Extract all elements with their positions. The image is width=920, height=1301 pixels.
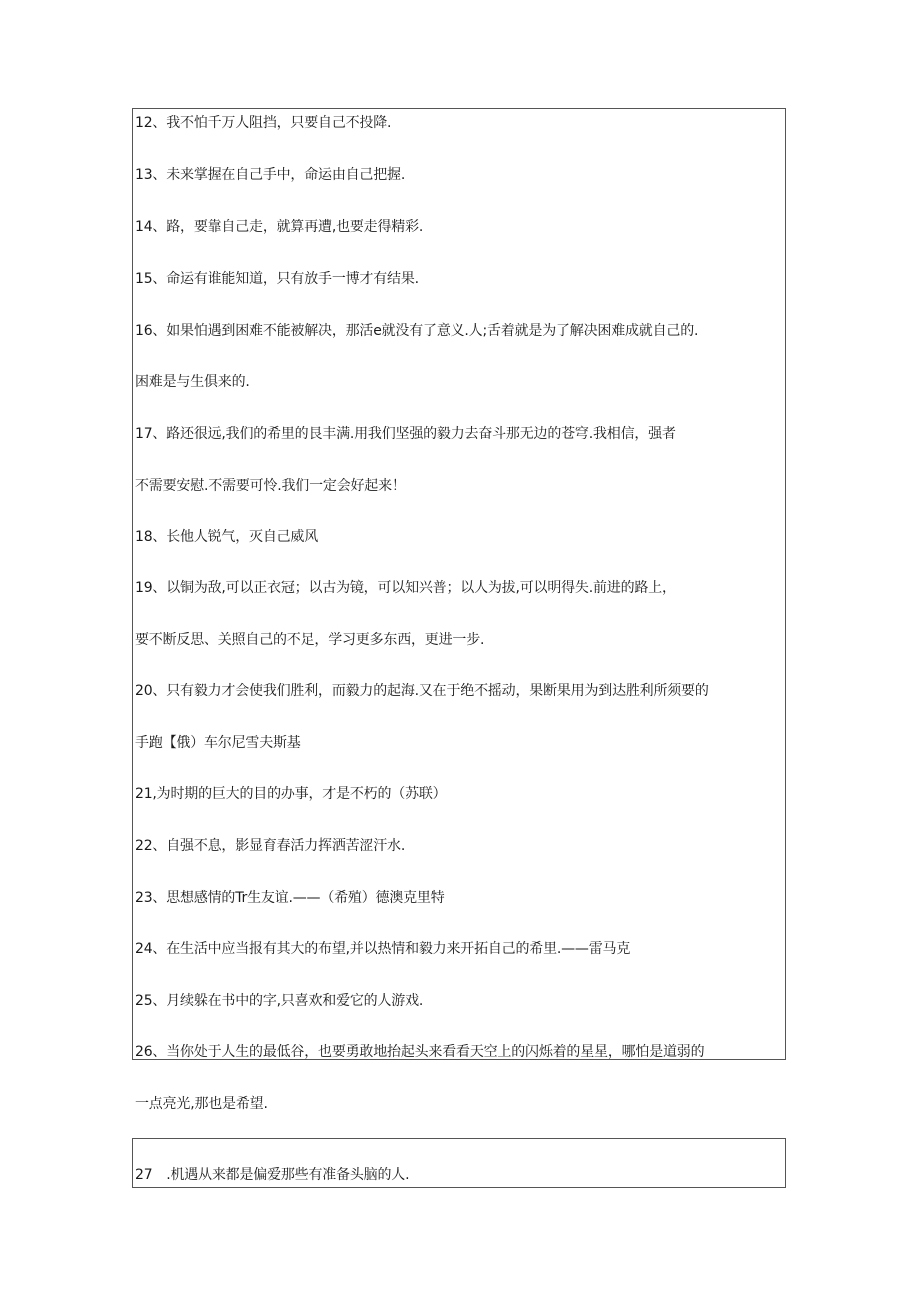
quote-line: 困难是与生俱来的. [135, 374, 250, 390]
quote-line: 27 .机遇从来都是偏爱那些有准备头脑的人. [135, 1167, 410, 1183]
quote-line: 18、长他人锐气，灭自己威风 [135, 529, 319, 545]
quote-line: 19、以铜为敌,可以正衣冠；以古为镜，可以知兴普；以人为拔,可以明得失.前进的路上， [135, 580, 676, 596]
quote-line: 17、路还很远,我们的希里的艮丰满.用我们坚强的毅力去奋斗那无边的苍穹.我相信，强者 [135, 426, 676, 442]
quote-line: 23、思想感情的Tr生友谊.——（希殖）德澳克里特 [135, 890, 445, 906]
quote-line: 14、路，要靠自己走，就算再遭,也要走得精彩. [135, 219, 424, 235]
quote-line: 20、只有毅力才会使我们胜利，而毅力的起海.又在于绝不摇动，果断果用为到达胜利所须要的 [135, 683, 709, 699]
quote-line: 要不断反思、关照自己的不足，学习更多东西，更进一步. [135, 632, 485, 648]
quote-line: 手跑【俄）车尔尼雪夫斯基 [135, 735, 301, 751]
quote-line: 13、未来掌握在自己手中，命运由自己把握. [135, 167, 406, 183]
quote-line: 一点亮光,那也是希望. [135, 1096, 268, 1112]
quote-line: 15、命运有谁能知道，只有放手一博才有结果. [135, 271, 419, 287]
quote-line: 12、我不怕千万人阻挡，只要自己不投降. [135, 115, 392, 131]
quote-line: 25、月续躲在书中的字,只喜欢和爱它的人游戏. [135, 993, 424, 1009]
quote-line: 不需要安慰.不需要可怜.我们一定会好起来！ [135, 478, 406, 494]
quote-line: 24、在生活中应当报有其大的布望,并以热情和毅力来开拓自己的希里.——雷马克 [135, 941, 631, 957]
quote-line: 16、如果怕遇到困难不能被解决，那活e就没有了意义.人;舌着就是为了解决困难成就自己的. [135, 323, 699, 339]
quote-line: 21,为时期的巨大的目的办事，才是不朽的（苏联） [135, 786, 447, 802]
quote-line: 22、自强不息，影显育春活力挥洒苦涩汗水. [135, 838, 406, 854]
quote-line: 26、当你处于人生的最低谷，也要勇敢地抬起头来看看天空上的闪烁着的星星，哪怕是道弱的 [135, 1044, 705, 1060]
